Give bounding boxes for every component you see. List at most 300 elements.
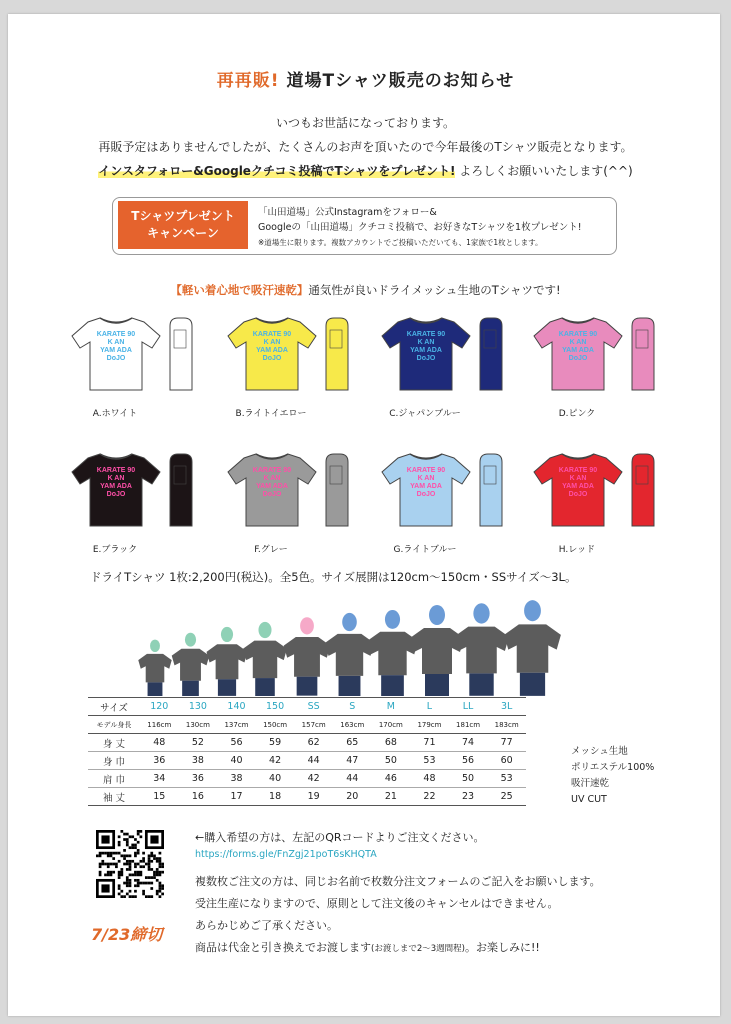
- qr-module: [159, 890, 162, 893]
- qr-module: [150, 887, 153, 890]
- qr-module: [137, 849, 140, 852]
- campaign-text: [258, 205, 582, 250]
- shirt-front: [228, 318, 316, 390]
- color-label: H.レッド: [558, 545, 596, 555]
- qr-module: [145, 876, 148, 879]
- figure-pants: [182, 681, 199, 696]
- shirt-print-text: YAM ADA: [562, 483, 594, 490]
- material-line: 吸汗速乾: [571, 778, 610, 789]
- color-label: G.ライトブルー: [393, 545, 457, 555]
- intro-line-1: いつもお世話になっております。: [275, 116, 456, 130]
- table-cell: 53: [410, 752, 449, 770]
- shirt-side: [326, 454, 348, 526]
- row-label: モデル身長: [88, 716, 140, 734]
- qr-module: [118, 835, 121, 838]
- qr-module: [142, 857, 145, 860]
- table-cell: 42: [294, 770, 333, 788]
- table-row: [88, 716, 526, 734]
- intro-line-3-rest: よろしくお願いいたします(^^): [455, 164, 633, 178]
- qr-module: [110, 852, 113, 855]
- qr-module: [107, 852, 110, 855]
- qr-module: [126, 882, 129, 885]
- qr-module: [107, 863, 110, 866]
- qr-module: [110, 854, 113, 857]
- shirt-print-text: K AN: [107, 339, 125, 346]
- qr-module: [145, 895, 148, 898]
- figure-head: [473, 603, 489, 623]
- figure-pants: [339, 676, 361, 696]
- qr-module: [156, 893, 159, 896]
- material-line: メッシュ生地: [571, 746, 628, 757]
- qr-module: [99, 874, 102, 877]
- model-figure: [502, 599, 563, 696]
- campaign-note: ※道場生に限ります。複数アカウントでご投稿いただいても、1家族で1枚とします。: [258, 238, 543, 247]
- figure-pants: [148, 682, 163, 696]
- order-instruction: ←購入希望の方は、左記のQRコードよりご注文ください。: [195, 831, 485, 844]
- qr-module: [140, 882, 143, 885]
- table-cell: 65: [333, 734, 372, 752]
- color-label: E.ブラック: [92, 545, 138, 555]
- qr-module: [129, 890, 132, 893]
- qr-module: [134, 890, 137, 893]
- feature-line: [0, 282, 731, 298]
- order-form-link[interactable]: https://forms.gle/FnZgj21poT6sKHQTA: [195, 849, 377, 860]
- table-cell: 140: [217, 698, 256, 716]
- table-cell: 44: [294, 752, 333, 770]
- qr-module: [131, 895, 134, 898]
- qr-module: [153, 854, 156, 857]
- qr-module: [134, 846, 137, 849]
- table-cell: SS: [294, 698, 333, 716]
- qr-module: [140, 865, 143, 868]
- qr-module: [153, 876, 156, 879]
- qr-module: [118, 876, 121, 879]
- table-cell: 181cm: [449, 716, 488, 734]
- shirt-print-text: DoJO: [106, 355, 126, 362]
- shirt-swatch: [532, 316, 662, 396]
- qr-module: [99, 865, 102, 868]
- qr-module: [118, 841, 121, 844]
- qr-module: [126, 879, 129, 882]
- shirt-front: [228, 454, 316, 526]
- qr-module: [148, 857, 151, 860]
- qr-module: [99, 871, 102, 874]
- qr-module: [137, 882, 140, 885]
- tshirt-icon: [380, 316, 510, 396]
- figure-head: [300, 617, 314, 634]
- row-label: 身 巾: [88, 752, 140, 770]
- shirt-print-text: KARATE 90: [96, 467, 136, 474]
- shirt-front: [72, 318, 160, 390]
- intro-line-2: 再販予定はありませんでしたが、たくさんのお声を頂いたので今年最後のTシャツ販売となります。: [98, 140, 633, 154]
- figure-shirt: [454, 627, 509, 674]
- table-cell: 3L: [487, 698, 526, 716]
- figure-head: [150, 640, 160, 652]
- figure-shirt: [172, 649, 210, 681]
- qr-module: [101, 860, 104, 863]
- shirt-side: [326, 318, 348, 390]
- figure-head: [342, 613, 357, 631]
- shirt-print-text: K AN: [417, 475, 435, 482]
- qr-module: [140, 874, 143, 877]
- qr-module: [123, 838, 126, 841]
- qr-module: [148, 868, 151, 871]
- qr-module: [137, 874, 140, 877]
- qr-module: [120, 874, 123, 877]
- qr-module: [129, 865, 132, 868]
- shirt-print-text: K AN: [569, 339, 587, 346]
- qr-module: [150, 854, 153, 857]
- tshirt-icon: [70, 452, 200, 532]
- qr-module: [126, 893, 129, 896]
- shirt-print-text: K AN: [263, 339, 281, 346]
- figure-pants: [520, 673, 545, 696]
- qr-module: [142, 890, 145, 893]
- title-accent: 再再販!: [216, 71, 280, 91]
- table-cell: 42: [256, 752, 295, 770]
- qr-module: [161, 884, 164, 887]
- table-cell: 18: [256, 788, 295, 806]
- qr-module: [120, 895, 123, 898]
- figure-head: [185, 633, 196, 647]
- qr-module: [145, 863, 148, 866]
- qr-module: [140, 830, 143, 833]
- material-line: UV CUT: [571, 794, 607, 805]
- table-row: [88, 698, 526, 716]
- qr-module: [137, 871, 140, 874]
- qr-module: [134, 838, 137, 841]
- table-cell: 130cm: [179, 716, 218, 734]
- page-title: [0, 66, 731, 91]
- qr-module: [118, 871, 121, 874]
- shirt-side: [632, 454, 654, 526]
- figure-head: [258, 622, 271, 638]
- qr-module: [150, 868, 153, 871]
- table-cell: 48: [140, 734, 179, 752]
- qr-module: [126, 838, 129, 841]
- qr-code[interactable]: [96, 830, 164, 898]
- qr-module: [126, 863, 129, 866]
- table-cell: 179cm: [410, 716, 449, 734]
- figure-head: [524, 600, 541, 621]
- table-cell: 47: [333, 752, 372, 770]
- shirt-front: [382, 454, 470, 526]
- figure-pants: [425, 674, 449, 696]
- material-info: [571, 744, 654, 808]
- figure-shirt: [243, 641, 287, 678]
- qr-module: [153, 871, 156, 874]
- table-cell: 130: [179, 698, 218, 716]
- qr-module: [107, 871, 110, 874]
- order-note-1: 複数枚ご注文の方は、同じお名前で枚数分注文フォームのご記入をお願いします。: [195, 875, 601, 888]
- qr-module: [115, 852, 118, 855]
- qr-module: [142, 852, 145, 855]
- shirt-front: [534, 454, 622, 526]
- campaign-badge: [118, 201, 248, 249]
- qr-module: [159, 857, 162, 860]
- qr-module: [134, 865, 137, 868]
- shirt-swatch: [70, 316, 200, 396]
- qr-module: [142, 893, 145, 896]
- qr-module: [148, 863, 151, 866]
- figure-pants: [381, 675, 404, 696]
- qr-module: [126, 868, 129, 871]
- qr-module: [159, 852, 162, 855]
- order-note-4b: (お渡しまで2〜3週間程): [371, 944, 465, 954]
- shirt-front: [382, 318, 470, 390]
- shirt-print-text: DoJO: [106, 491, 126, 498]
- deadline: 7/23締切: [91, 925, 163, 944]
- figure-head: [429, 605, 445, 625]
- figure-pants: [297, 677, 318, 696]
- qr-module: [153, 874, 156, 877]
- shirt-print-text: YAM ADA: [100, 483, 132, 490]
- qr-module: [110, 874, 113, 877]
- qr-module: [159, 884, 162, 887]
- qr-module: [140, 871, 143, 874]
- qr-module: [142, 882, 145, 885]
- tshirt-icon: [226, 452, 356, 532]
- qr-module: [126, 884, 129, 887]
- table-cell: 25: [487, 788, 526, 806]
- qr-module: [104, 874, 107, 877]
- shirt-print-text: YAM ADA: [562, 347, 594, 354]
- shirt-print-text: KARATE 90: [252, 331, 292, 338]
- qr-finder: [101, 835, 109, 843]
- qr-module: [126, 854, 129, 857]
- color-label: B.ライトイエロー: [235, 409, 307, 419]
- shirt-print-text: DoJO: [416, 491, 436, 498]
- qr-module: [129, 863, 132, 866]
- qr-module: [159, 874, 162, 877]
- qr-module: [118, 893, 121, 896]
- qr-module: [148, 865, 151, 868]
- qr-module: [159, 882, 162, 885]
- tshirt-icon: [532, 316, 662, 396]
- qr-module: [129, 874, 132, 877]
- table-cell: LL: [449, 698, 488, 716]
- row-label: 身 丈: [88, 734, 140, 752]
- table-cell: 48: [410, 770, 449, 788]
- qr-module: [148, 876, 151, 879]
- qr-module: [101, 852, 104, 855]
- qr-module: [134, 874, 137, 877]
- qr-module: [110, 863, 113, 866]
- table-cell: 19: [294, 788, 333, 806]
- title-main: 道場Tシャツ販売のお知らせ: [286, 71, 515, 91]
- table-cell: 40: [256, 770, 295, 788]
- figure-pants: [218, 679, 236, 696]
- qr-module: [120, 854, 123, 857]
- order-note-4: [195, 939, 540, 955]
- shirt-print-text: KARATE 90: [96, 331, 136, 338]
- table-cell: 34: [140, 770, 179, 788]
- table-cell: 56: [217, 734, 256, 752]
- table-cell: 77: [487, 734, 526, 752]
- qr-module: [123, 849, 126, 852]
- qr-module: [115, 863, 118, 866]
- qr-module: [112, 863, 115, 866]
- table-cell: 22: [410, 788, 449, 806]
- campaign-text-line2: Googleの「山田道場」クチコミ投稿で、お好きなTシャツを1枚プレゼント!: [258, 222, 582, 233]
- row-label: サイズ: [88, 698, 140, 716]
- qr-module: [134, 879, 137, 882]
- qr-module: [110, 871, 113, 874]
- table-cell: 52: [179, 734, 218, 752]
- shirt-side: [170, 454, 192, 526]
- feature-text: 通気性が良いドライメッシュ生地のTシャツです!: [308, 283, 561, 297]
- qr-module: [156, 879, 159, 882]
- qr-module: [159, 871, 162, 874]
- table-cell: 137cm: [217, 716, 256, 734]
- qr-module: [118, 874, 121, 877]
- intro-line-3: [0, 162, 731, 179]
- qr-module: [148, 882, 151, 885]
- shirt-print-text: YAM ADA: [410, 483, 442, 490]
- table-cell: M: [372, 698, 411, 716]
- qr-module: [126, 844, 129, 847]
- shirt-swatch: [70, 452, 200, 532]
- table-cell: 40: [217, 752, 256, 770]
- qr-module: [115, 865, 118, 868]
- shirt-side: [480, 454, 502, 526]
- qr-module: [142, 860, 145, 863]
- qr-module: [145, 882, 148, 885]
- order-note-2: 受注生産になりますので、原則として注文後のキャンセルはできません。: [195, 897, 559, 910]
- tshirt-icon: [532, 452, 662, 532]
- shirt-print-text: YAM ADA: [100, 347, 132, 354]
- color-label: D.ピンク: [558, 409, 596, 419]
- qr-module: [159, 860, 162, 863]
- qr-module: [137, 833, 140, 836]
- qr-module: [112, 852, 115, 855]
- qr-module: [153, 857, 156, 860]
- table-cell: 56: [449, 752, 488, 770]
- figure-head: [221, 627, 233, 642]
- qr-module: [161, 893, 164, 896]
- table-cell: 60: [487, 752, 526, 770]
- qr-module: [129, 895, 132, 898]
- shirt-print-text: DoJO: [416, 355, 436, 362]
- table-cell: 150cm: [256, 716, 295, 734]
- qr-finder: [101, 884, 109, 892]
- model-figure: [137, 639, 173, 696]
- qr-module: [118, 887, 121, 890]
- table-cell: 38: [217, 770, 256, 788]
- qr-module: [112, 871, 115, 874]
- table-cell: 15: [140, 788, 179, 806]
- figure-head: [385, 610, 400, 629]
- shirt-print-text: DoJO: [262, 355, 282, 362]
- qr-module: [150, 876, 153, 879]
- table-row: [88, 752, 526, 770]
- qr-module: [120, 871, 123, 874]
- table-cell: 17: [217, 788, 256, 806]
- shirt-print-text: K AN: [569, 475, 587, 482]
- qr-module: [156, 871, 159, 874]
- qr-module: [156, 868, 159, 871]
- qr-module: [131, 846, 134, 849]
- table-cell: 44: [333, 770, 372, 788]
- qr-module: [99, 852, 102, 855]
- qr-module: [123, 854, 126, 857]
- qr-module: [123, 863, 126, 866]
- qr-module: [159, 863, 162, 866]
- qr-module: [156, 874, 159, 877]
- qr-module: [129, 846, 132, 849]
- table-cell: 150: [256, 698, 295, 716]
- campaign-badge-line1: Tシャツプレゼント: [131, 209, 235, 223]
- qr-module: [134, 895, 137, 898]
- table-cell: 46: [372, 770, 411, 788]
- qr-module: [131, 860, 134, 863]
- qr-module: [142, 865, 145, 868]
- shirt-side: [480, 318, 502, 390]
- qr-module: [161, 865, 164, 868]
- tshirt-icon: [226, 316, 356, 396]
- shirt-swatch: [380, 452, 510, 532]
- qr-module: [156, 860, 159, 863]
- qr-module: [126, 860, 129, 863]
- shirt-print-text: DoJO: [568, 355, 588, 362]
- shirt-front: [72, 454, 160, 526]
- table-cell: 74: [449, 734, 488, 752]
- shirt-front: [534, 318, 622, 390]
- table-cell: 36: [140, 752, 179, 770]
- qr-module: [159, 865, 162, 868]
- table-cell: 20: [333, 788, 372, 806]
- shirt-side: [632, 318, 654, 390]
- qr-module: [134, 854, 137, 857]
- qr-module: [120, 868, 123, 871]
- qr-module: [137, 841, 140, 844]
- table-cell: 62: [294, 734, 333, 752]
- color-label: F.グレー: [254, 545, 288, 555]
- qr-module: [134, 844, 137, 847]
- qr-module: [123, 833, 126, 836]
- qr-module: [104, 863, 107, 866]
- table-cell: 170cm: [372, 716, 411, 734]
- figure-shirt: [138, 654, 171, 683]
- qr-module: [131, 874, 134, 877]
- qr-module: [126, 841, 129, 844]
- qr-module: [131, 835, 134, 838]
- qr-module: [123, 882, 126, 885]
- qr-module: [159, 887, 162, 890]
- table-cell: 38: [179, 752, 218, 770]
- qr-module: [129, 882, 132, 885]
- qr-module: [107, 854, 110, 857]
- shirt-print-text: YAM ADA: [256, 483, 288, 490]
- qr-module: [156, 857, 159, 860]
- qr-module: [107, 865, 110, 868]
- qr-module: [129, 884, 132, 887]
- campaign-badge-line2: キャンペーン: [147, 226, 219, 240]
- shirt-print-text: KARATE 90: [406, 331, 446, 338]
- size-table: [88, 697, 526, 806]
- feature-accent: 【軽い着心地で吸汗速乾】: [170, 283, 309, 297]
- table-cell: 53: [487, 770, 526, 788]
- qr-module: [161, 887, 164, 890]
- shirt-print-text: DoJO: [568, 491, 588, 498]
- table-cell: 183cm: [487, 716, 526, 734]
- qr-module: [118, 860, 121, 863]
- qr-module: [99, 854, 102, 857]
- qr-module: [148, 860, 151, 863]
- qr-module: [118, 844, 121, 847]
- row-label: 袖 丈: [88, 788, 140, 806]
- qr-module: [96, 854, 99, 857]
